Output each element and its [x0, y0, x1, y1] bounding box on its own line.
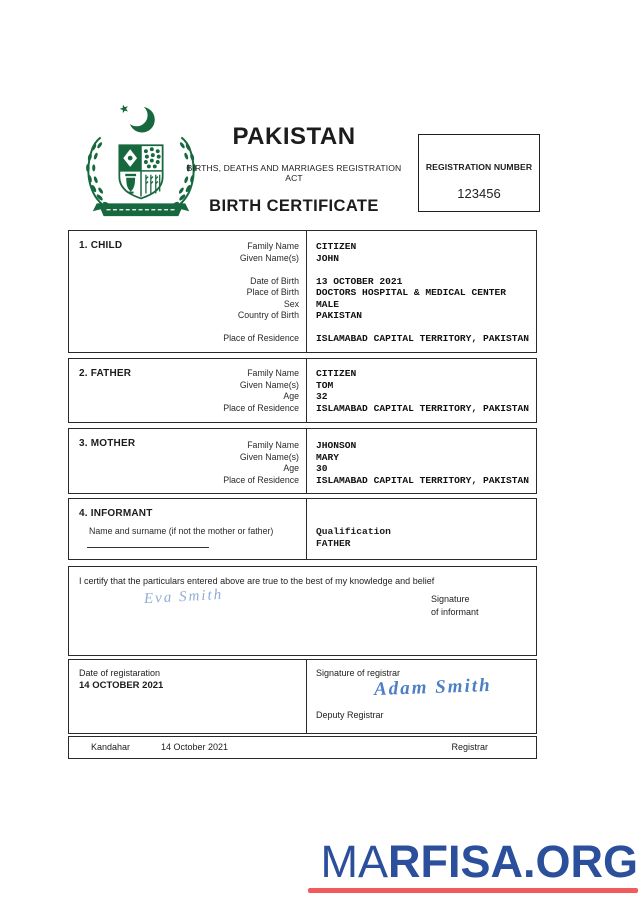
- marfisa-logo-part1: MA: [320, 836, 388, 887]
- footer-place: Kandahar: [91, 742, 131, 752]
- field-value: MARY: [316, 451, 340, 463]
- field-value: DOCTORS HOSPITAL & MEDICAL CENTER: [316, 287, 506, 298]
- field-label: Family Name: [247, 440, 299, 450]
- section-mother: [68, 428, 537, 494]
- field-value: 32: [316, 391, 328, 402]
- field-label: Sex: [283, 298, 299, 309]
- registration-number-box: [418, 134, 540, 212]
- field-value: MALE: [316, 298, 340, 310]
- field-row-residence: [69, 403, 536, 415]
- column-divider: [306, 499, 307, 559]
- country-title: PAKISTAN: [232, 123, 356, 150]
- registrar-block: [68, 659, 537, 734]
- field-value: 13 OCTOBER 2021: [316, 275, 403, 287]
- field-label: Country of Birth: [237, 310, 299, 320]
- field-label: Given Name(s): [239, 379, 299, 390]
- field-label: Family Name: [247, 241, 299, 251]
- registration-number-label: REGISTRATION NUMBER: [425, 162, 533, 172]
- section-father-title: 2. FATHER: [79, 368, 132, 379]
- field-row-family-name: [69, 368, 536, 380]
- certification-block: [68, 566, 537, 656]
- qualification-label: Qualification: [316, 526, 391, 537]
- qualification-value: FATHER: [316, 537, 351, 549]
- section-informant: [68, 498, 537, 560]
- field-row-given-names: [69, 452, 536, 464]
- field-label: Place of Residence: [223, 474, 299, 485]
- registrar-signature-label: Signature of registrar: [316, 668, 401, 678]
- footer-date: 14 October 2021: [161, 742, 229, 752]
- field-row-age: [69, 391, 536, 403]
- registration-date-label: Date of registaration: [79, 668, 161, 678]
- field-row-residence: [69, 475, 536, 487]
- field-row-given-names: [69, 380, 536, 392]
- field-label: Age: [283, 391, 299, 401]
- field-row-sex: [69, 299, 536, 311]
- informant-name-blank-line: [87, 547, 209, 548]
- field-row-residence: [69, 333, 536, 345]
- field-value: PAKISTAN: [316, 310, 363, 321]
- field-value: CITIZEN: [316, 241, 357, 252]
- field-label: Age: [283, 463, 299, 473]
- field-label: Place of Residence: [223, 333, 299, 343]
- section-informant-title: 4. INFORMANT: [79, 508, 153, 519]
- footer-strip: [68, 736, 537, 759]
- act-subtitle: BIRTHS, DEATHS AND MARRIAGES REGISTRATION ACT: [186, 163, 402, 183]
- field-label: Given Name(s): [239, 451, 299, 462]
- header-title-block: [180, 123, 408, 216]
- field-label: Place of Residence: [223, 402, 299, 413]
- section-child-title: 1. CHILD: [79, 240, 123, 251]
- informant-name-label: Name and surname (if not the mother or father): [89, 526, 274, 536]
- section-child: [68, 230, 537, 353]
- field-value: JHONSON: [316, 440, 357, 451]
- field-value: ISLAMABAD CAPITAL TERRITORY, PAKISTAN: [316, 474, 530, 486]
- marfisa-logo-underline: [308, 888, 638, 893]
- registration-number-value: 123456: [457, 186, 501, 201]
- field-row-family-name: [69, 440, 536, 452]
- field-row-place-of-birth: [69, 287, 536, 299]
- registrar-signature: Adam Smith: [373, 674, 492, 701]
- field-label: Date of Birth: [250, 275, 299, 286]
- field-row-date-of-birth: [69, 276, 536, 288]
- field-row-age: [69, 463, 536, 475]
- field-value: 30: [316, 463, 328, 474]
- certification-statement: I certify that the particulars entered above are true to the best of my knowledge and belief: [79, 576, 435, 586]
- field-label: Place of Birth: [246, 287, 299, 297]
- field-value: CITIZEN: [316, 368, 357, 379]
- field-label: Family Name: [247, 368, 299, 378]
- field-label: Given Name(s): [239, 252, 299, 263]
- registration-date-value: 14 OCTOBER 2021: [79, 680, 164, 691]
- column-divider: [306, 660, 307, 733]
- field-row-country-of-birth: [69, 310, 536, 322]
- registrar-title: Deputy Registrar: [316, 710, 384, 720]
- field-value: ISLAMABAD CAPITAL TERRITORY, PAKISTAN: [316, 402, 530, 414]
- marfisa-logo: [308, 838, 638, 893]
- ribbon-scroll: [93, 203, 189, 216]
- document-title: BIRTH CERTIFICATE: [209, 197, 379, 215]
- informant-signature: Eva Smith: [143, 586, 224, 608]
- marfisa-logo-part2: RFISA.ORG: [387, 836, 638, 887]
- field-value: ISLAMABAD CAPITAL TERRITORY, PAKISTAN: [316, 333, 530, 344]
- field-row-family-name: [69, 241, 536, 253]
- field-row-given-names: [69, 253, 536, 265]
- section-father: [68, 358, 537, 423]
- field-value: TOM: [316, 379, 334, 391]
- signature-label-line2: of informant: [431, 606, 479, 617]
- section-mother-title: 3. MOTHER: [79, 438, 136, 449]
- footer-role: Registrar: [451, 742, 488, 752]
- field-value: JOHN: [316, 252, 340, 264]
- signature-label-line1: Signature: [431, 594, 470, 604]
